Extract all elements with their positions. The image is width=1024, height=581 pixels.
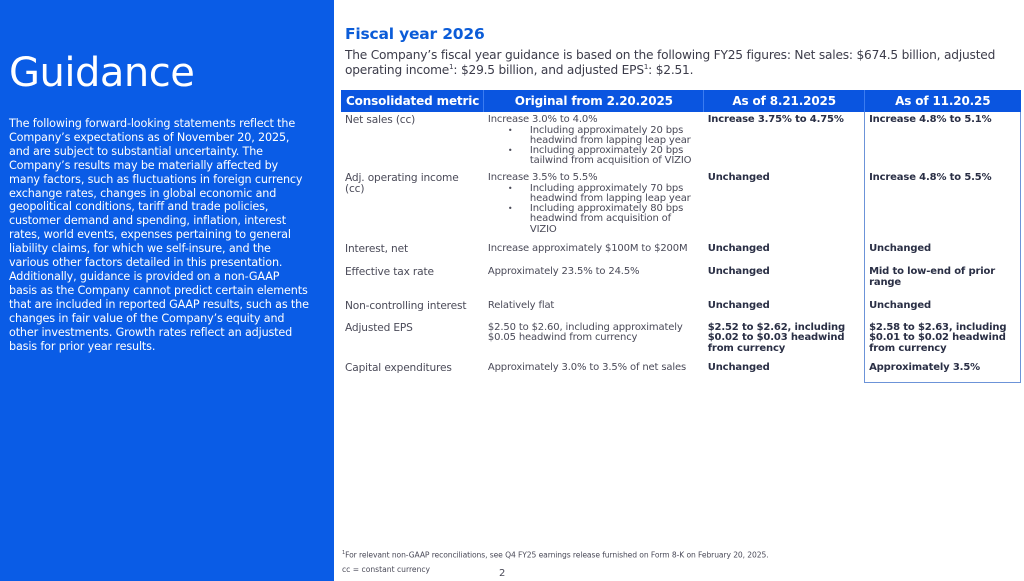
- aug-cell: Unchanged: [707, 300, 770, 312]
- original-cell: Approximately 23.5% to 24.5%: [487, 266, 640, 278]
- bullet-item: • Including approximately 80 bps headwind from acquisition of VIZIO: [508, 204, 700, 235]
- table-row: [341, 262, 1021, 296]
- aug-cell: Increase 3.75% to 4.75%: [707, 114, 844, 125]
- metric-cell: Adjusted EPS: [345, 321, 413, 334]
- metric-cell: Interest, net: [345, 242, 408, 255]
- description-text: : $29.5 billion, and adjusted EPS: [453, 62, 644, 77]
- header-original: Original from 2.20.2025: [484, 90, 704, 112]
- aug-cell: Unchanged: [707, 266, 770, 278]
- description-text: : $2.51.: [648, 62, 694, 77]
- original-value: Increase 3.0% to 4.0%: [487, 114, 598, 125]
- footnote-marker: 1: [449, 62, 454, 71]
- nov-cell: Unchanged: [865, 239, 1021, 263]
- main-content: [342, 0, 1021, 581]
- bullet-item: • Including approximately 20 bps tailwind from acquisition of VIZIO: [508, 146, 700, 166]
- guidance-table: [341, 90, 1021, 383]
- page-number: 2: [499, 568, 506, 579]
- aug-cell: $2.52 to $2.62, including $0.02 to $0.03 headwind from currency: [707, 321, 846, 354]
- table-row: [341, 170, 1021, 239]
- table-row: [341, 320, 1021, 359]
- nov-cell: Increase 4.8% to 5.1%: [865, 112, 1021, 170]
- disclaimer-text: The following forward-looking statements reflect the Company’s expectations as of November 20, 2025, and are subject to substantial uncertainty. The Company’s results may be materially affected by many factors, such as fluctuations in foreign currency exchange rates, changes in global economic and geopolitical conditions, tariff and trade policies, customer demand and spending, inflation, interest rates, world events, expenses pertaining to general liability claims, for which we self-insure, and the various other factors detailed in this presentation. Additionally, guidance is provided on a non-GAAP basis as the Company cannot predict certain elements that are included in reported GAAP results, such as the changes in fair value of the Company’s equity and other investments. Growth rates reflect an adjusted basis for prior year results.: [9, 117, 309, 353]
- nov-cell: Approximately 3.5%: [865, 358, 1021, 382]
- nov-cell: Mid to low-end of prior range: [865, 262, 1021, 296]
- footnote-marker: 1: [643, 62, 649, 71]
- table-row: [341, 296, 1021, 320]
- table-header-row: [341, 90, 1021, 112]
- nov-cell: Unchanged: [865, 296, 1021, 320]
- metric-cell: Capital expenditures: [345, 362, 452, 375]
- table-row: [341, 239, 1021, 263]
- metric-cell: Non-controlling interest: [345, 300, 467, 313]
- original-cell: $2.50 to $2.60, including approximately $0.05 headwind from currency: [487, 321, 683, 344]
- bullet-item: • Including approximately 70 bps headwind from lapping leap year: [508, 184, 700, 204]
- aug-cell: Unchanged: [707, 242, 770, 254]
- original-value: Increase 3.5% to 5.5%: [487, 172, 598, 184]
- bullet-list: [508, 184, 700, 235]
- original-cell: Increase approximately $100M to $200M: [487, 242, 688, 254]
- footnote-text: For relevant non-GAAP reconciliations, see Q4 FY25 earnings release furnished on Form 8-K on February 20, 2025.: [345, 550, 769, 560]
- aug-cell: Unchanged: [707, 362, 770, 374]
- table-row: [341, 112, 1021, 170]
- footnote-marker: 1: [342, 550, 346, 556]
- header-consolidated-metric: Consolidated metric: [341, 90, 484, 112]
- bullet-item: • Including approximately 20 bps headwind from lapping leap year: [508, 126, 700, 146]
- original-cell: [484, 112, 704, 170]
- footnote: [342, 550, 769, 560]
- header-aug: As of 8.21.2025: [704, 90, 865, 112]
- original-cell: Relatively flat: [487, 300, 555, 312]
- aug-cell: Unchanged: [707, 172, 770, 184]
- bullet-list: [508, 126, 700, 167]
- nov-cell: $2.58 to $2.63, including $0.01 to $0.02 headwind from currency: [865, 320, 1021, 359]
- nov-cell: Increase 4.8% to 5.5%: [865, 170, 1021, 239]
- left-panel: [0, 0, 334, 581]
- section-description: [345, 48, 1021, 77]
- original-cell: [484, 170, 704, 239]
- cc-note: cc = constant currency: [342, 565, 431, 574]
- metric-cell: Net sales (cc): [345, 114, 416, 126]
- header-nov: As of 11.20.25: [865, 90, 1021, 112]
- description-text: The Company’s fiscal year guidance is based on the following FY25 figures: Net sales: $674.5 billion, adjusted operating income: [345, 48, 996, 77]
- table-row: [341, 358, 1021, 382]
- page-title: Guidance: [9, 50, 195, 96]
- metric-cell: Adj. operating income (cc): [345, 172, 459, 195]
- metric-cell: Effective tax rate: [345, 266, 434, 279]
- original-cell: Approximately 3.0% to 3.5% of net sales: [487, 362, 687, 374]
- section-title: Fiscal year 2026: [345, 25, 485, 43]
